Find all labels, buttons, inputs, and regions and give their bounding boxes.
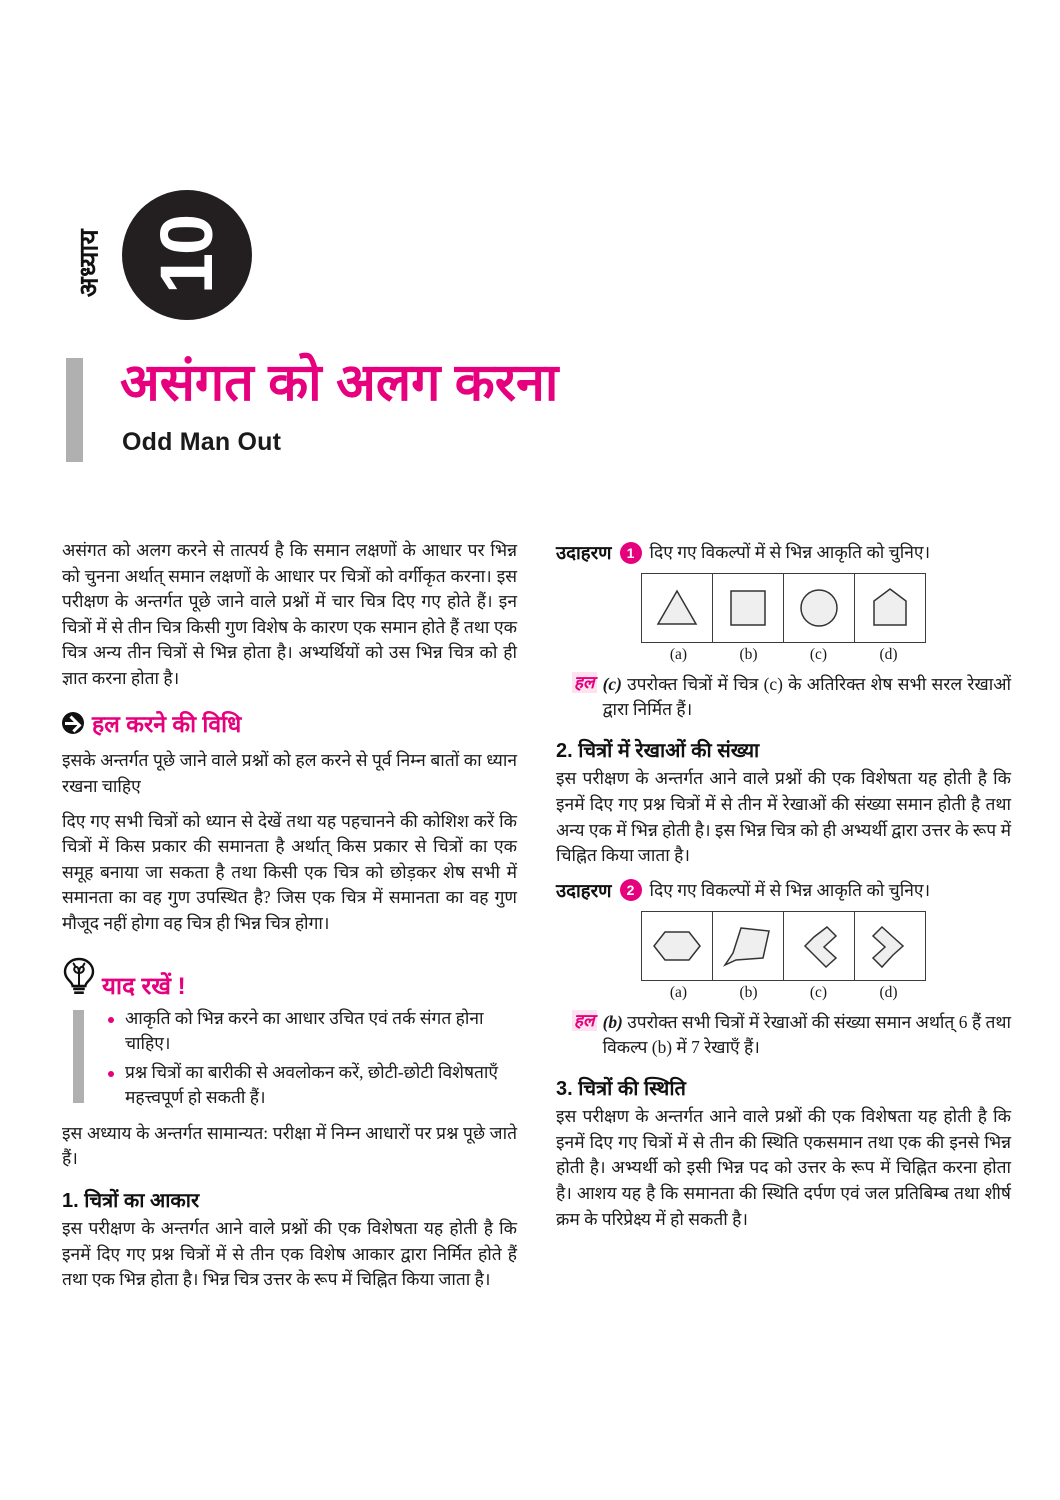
example-2-solution bbox=[572, 1010, 1011, 1060]
example-2-option-c bbox=[784, 912, 855, 980]
section-1-heading: 1. चित्रों का आकार bbox=[62, 1189, 200, 1212]
solution-tag: हल bbox=[574, 1010, 595, 1030]
option-label: (b) bbox=[739, 646, 758, 663]
example-2-option-d bbox=[855, 912, 925, 980]
example-2-figure-row bbox=[641, 911, 926, 981]
example-1-header bbox=[556, 540, 1011, 565]
list-item: प्रश्न चित्रों का बारीकी से अवलोकन करें, छोटी-छोटी विशेषताएँ महत्त्वपूर्ण हो सकती हैं। bbox=[107, 1060, 517, 1111]
list-item: आकृति को भिन्न करने का आधार उचित एवं तर्क संगत होना चाहिए। bbox=[107, 1006, 517, 1057]
arrow-right-chevron-icon bbox=[862, 922, 918, 970]
example-1-option-d bbox=[855, 574, 925, 642]
section-2-body: इस परीक्षण के अन्तर्गत आने वाले प्रश्नों की एक विशेषता यह होती है कि इनमें दिए गए प्रश्न चित्रों में से तीन में रेखाओं की संख्या समान होती है तथा अन्य एक में भिन्न होती है। इस भिन्न चित्र को ही अभ्यर्थी द्वारा उत्तर के रूप में चिह्नित किया जाता है। bbox=[556, 768, 1011, 866]
triangle-icon bbox=[651, 584, 703, 632]
option-label: (d) bbox=[879, 646, 898, 663]
section-3-body: इस परीक्षण के अन्तर्गत आने वाले प्रश्नों की एक विशेषता यह होती है कि इनमें दिए गए चित्रों में से तीन की स्थिति एकसमान तथा एक की इनसे भिन्न होती है। अभ्यर्थी को इसी भिन्न पद को उत्तर के रूप में चिह्नित करना होता है। आशय यह है कि समानता की स्थिति दर्पण एवं जल प्रतिबिम्ब तथा शीर्ष क्रम के परिप्रेक्ष्य में हो सकती है। bbox=[556, 1106, 1011, 1229]
example-1-question: दिए गए विकल्पों में से भिन्न आकृति को चुनिए। bbox=[649, 542, 931, 563]
example-1-figure-row bbox=[641, 573, 926, 643]
section-3-heading: 3. चित्रों की स्थिति bbox=[556, 1078, 686, 1101]
method-paragraph-1: इसके अन्तर्गत पूछे जाने वाले प्रश्नों को हल करने से पूर्व निम्न बातों का ध्यान रखना चाहिए bbox=[62, 750, 517, 797]
pentagon-house-icon bbox=[864, 584, 916, 632]
remember-body bbox=[62, 1006, 517, 1111]
option-label: (b) bbox=[739, 983, 758, 1001]
example-2-header bbox=[556, 878, 1011, 903]
section-1-body: इस परीक्षण के अन्तर्गत आने वाले प्रश्नों की एक विशेषता यह होती है कि इनमें दिए गए प्रश्न चित्रों में से तीन एक विशेष आकार द्वारा निर्मित होते हैं तथा एक भिन्न होता है। भिन्न चित्र उत्तर के रूप में चिह्नित किया जाता है। bbox=[62, 1217, 517, 1290]
option-label: (c) bbox=[809, 983, 828, 1001]
arrow-left-chevron-icon bbox=[791, 922, 847, 970]
title-accent-bar bbox=[66, 358, 83, 462]
flag-quadrilateral-icon bbox=[720, 922, 776, 970]
lightbulb-icon bbox=[62, 957, 96, 1002]
chapter-number-text: 10 bbox=[145, 215, 228, 295]
example-1-solution bbox=[572, 672, 1011, 722]
option-label: (a) bbox=[669, 983, 688, 1001]
method-heading-text: हल करने की विधि bbox=[92, 711, 242, 738]
remember-box bbox=[62, 957, 517, 1111]
option-label: (c) bbox=[809, 646, 828, 663]
square-icon bbox=[722, 584, 774, 632]
chapter-word-text: अध्याय bbox=[73, 228, 104, 298]
solution-text: उपरोक्त चित्रों में चित्र (c) के अतिरिक्त शेष सभी सरल रेखाओं द्वारा निर्मित हैं। bbox=[602, 674, 1011, 720]
example-1-option-a bbox=[642, 574, 713, 642]
right-column bbox=[556, 538, 1011, 1241]
example-1-option-c bbox=[784, 574, 855, 642]
example-1-option-b bbox=[713, 574, 784, 642]
solution-body bbox=[603, 672, 1011, 722]
example-1-number-badge: 1 bbox=[620, 542, 642, 564]
section-2-heading: 2. चित्रों में रेखाओं की संख्या bbox=[556, 740, 760, 763]
chapter-word-vertical bbox=[64, 198, 110, 328]
example-2-label: उदाहरण bbox=[556, 879, 612, 901]
solution-text: उपरोक्त सभी चित्रों में रेखाओं की संख्या समान अर्थात् 6 हैं तथा विकल्प (b) में 7 रेखाएँ हैं। bbox=[602, 1011, 1011, 1058]
solution-body bbox=[603, 1010, 1011, 1060]
solution-answer: (c) bbox=[602, 674, 622, 694]
left-column bbox=[62, 538, 517, 1302]
chapter-header bbox=[64, 190, 984, 490]
page-title: असंगत को अलग करना bbox=[120, 354, 559, 412]
solution-tag: हल bbox=[574, 673, 595, 692]
option-label: (d) bbox=[879, 983, 898, 1001]
example-2-figure bbox=[556, 911, 1011, 1002]
circle-icon bbox=[793, 584, 845, 632]
hexagon-icon bbox=[649, 922, 705, 970]
example-1-option-labels bbox=[644, 646, 924, 664]
remember-title: याद रखें ! bbox=[102, 972, 186, 1000]
example-2-question: दिए गए विकल्पों में से भिन्न आकृति को चुनिए। bbox=[649, 879, 931, 900]
page-subtitle: Odd Man Out bbox=[122, 428, 282, 456]
example-2-number-badge: 2 bbox=[620, 879, 642, 901]
solution-answer: (b) bbox=[602, 1011, 623, 1032]
circle-arrow-icon bbox=[62, 712, 84, 734]
option-label: (a) bbox=[669, 646, 688, 663]
chapter-number-badge bbox=[122, 190, 252, 320]
example-2-option-labels bbox=[644, 984, 924, 1002]
method-paragraph-2: दिए गए सभी चित्रों को ध्यान से देखें तथा यह पहचानने की कोशिश करें कि चित्रों में किस प्रकार की समानता है अर्थात् किस प्रकार से चित्रों का एक समूह बनाया जा सकता है तथा किसी एक चित्र को छोड़कर शेष सभी में समानता का वह गुण उपस्थित है? जिस एक चित्र में समानता का वह गुण मौजूद नहीं होगा वह चित्र ही भिन्न चित्र होगा। bbox=[62, 810, 517, 933]
remember-list bbox=[107, 1006, 517, 1111]
example-1-label: उदाहरण bbox=[556, 542, 612, 563]
example-2-option-b bbox=[713, 912, 784, 980]
example-2-option-a bbox=[642, 912, 713, 980]
method-heading bbox=[62, 707, 517, 739]
intro-paragraph: असंगत को अलग करने से तात्पर्य है कि समान लक्षणों के आधार पर भिन्न को चुनना अर्थात् समान लक्षणों के आधार पर चित्रों को वर्गीकृत करना। इस परीक्षण के अन्तर्गत पूछे जाने वाले प्रश्नों में चार चित्र दिए गए होते हैं। इन चित्रों में से तीन चित्र किसी गुण विशेष के कारण एक समान होते हैं तथा एक चित्र अन्य तीन चित्रों से भिन्न होता है। अभ्यर्थियों को उस भिन्न चित्र को ही ज्ञात करना होता है। bbox=[62, 540, 517, 688]
after-remember-paragraph: इस अध्याय के अन्तर्गत सामान्यत: परीक्षा में निम्न आधारों पर प्रश्न पूछे जाते हैं। bbox=[62, 1122, 517, 1169]
example-1-figure bbox=[556, 573, 1011, 664]
remember-header bbox=[62, 957, 517, 1002]
